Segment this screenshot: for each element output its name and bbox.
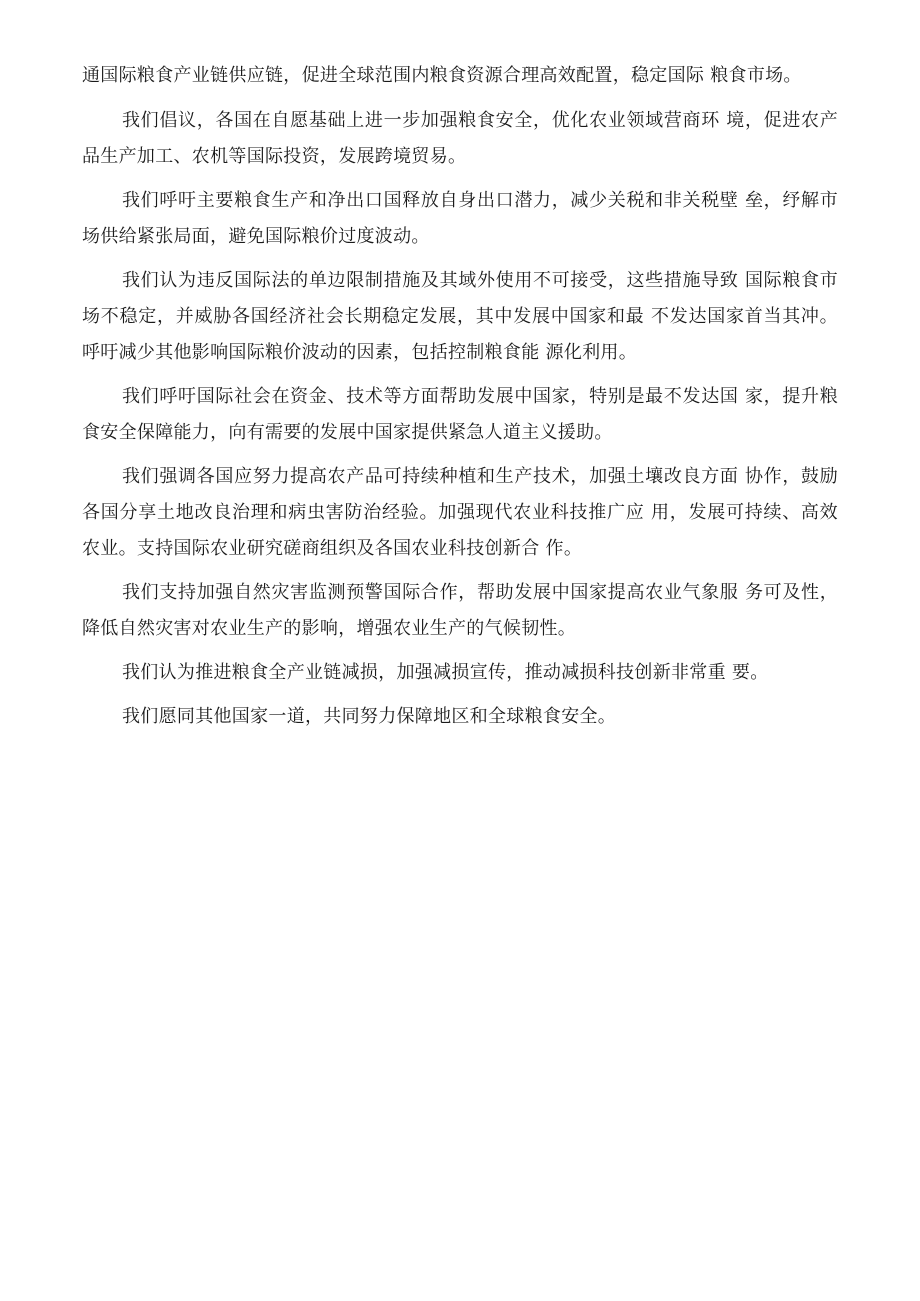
document-body	[82, 62, 838, 735]
paragraph-7: 我们支持加强自然灾害监测预警国际合作，帮助发展中国家提高农业气象服 务可及性，降低自然灾害对农业生产的影响，增强农业生产的气候韧性。	[82, 582, 838, 639]
paragraph-5: 我们呼吁国际社会在资金、技术等方面帮助发展中国家，特别是最不发达国 家，提升粮食安全保障能力，向有需要的发展中国家提供紧急人道主义援助。	[82, 386, 838, 443]
paragraph-4: 我们认为违反国际法的单边限制措施及其域外使用不可接受，这些措施导致 国际粮食市场不稳定，并威胁各国经济社会长期稳定发展，其中发展中国家和最 不发达国家首当其冲。呼吁减少其他影响国际粮价波动的因素，包括控制粮食能 源化利用。	[82, 270, 838, 363]
paragraph-1: 通国际粮食产业链供应链，促进全球范围内粮食资源合理高效配置，稳定国际 粮食市场。	[82, 65, 802, 86]
paragraph-6: 我们强调各国应努力提高农产品可持续种植和生产技术，加强土壤改良方面 协作，鼓励各国分享土地改良治理和病虫害防治经验。加强现代农业科技推广应 用，发展可持续、高效农业。支持国际农业研究磋商组织及各国农业科技创新合 作。	[82, 466, 838, 559]
paragraph-2: 我们倡议，各国在自愿基础上进一步加强粮食安全，优化农业领域营商环 境，促进农产品生产加工、农机等国际投资，发展跨境贸易。	[82, 110, 838, 167]
paragraph-9: 我们愿同其他国家一道，共同努力保障地区和全球粮食安全。	[122, 706, 617, 727]
paragraph-3: 我们呼吁主要粮食生产和净出口国释放自身出口潜力，减少关税和非关税壁 垒，纾解市场供给紧张局面，避免国际粮价过度波动。	[82, 190, 838, 247]
paragraph-8: 我们认为推进粮食全产业链减损，加强减损宣传，推动减损科技创新非常重 要。	[122, 662, 769, 683]
